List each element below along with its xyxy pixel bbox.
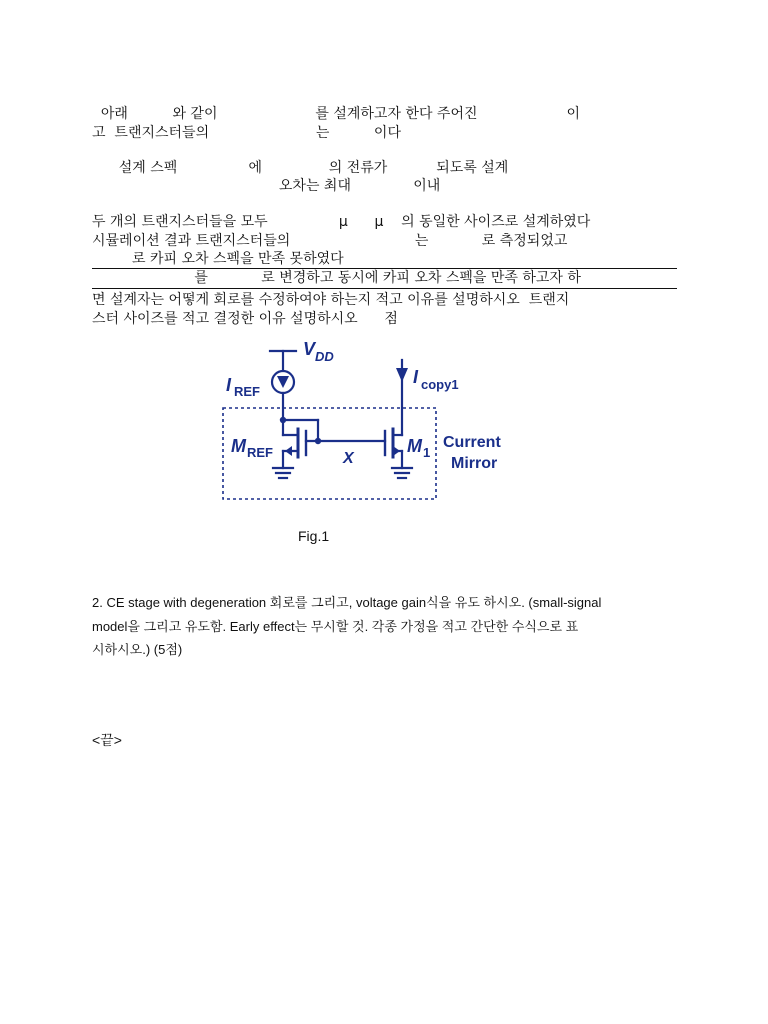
iref-subscript: REF	[234, 384, 260, 399]
copy-current-arrow-icon	[396, 368, 408, 382]
q2-line-3: 시하시오.) (5점)	[92, 642, 183, 657]
q1-line-2: 고 트랜지스터들의 는 이다	[92, 125, 401, 141]
icopy-subscript: copy1	[421, 377, 459, 392]
q1-line-7: 로 카피 오차 스펙을 만족 못하였다	[92, 251, 344, 267]
mirror-label: Mirror	[451, 455, 498, 472]
q1-line-1: 아래 와 같이 를 설계하고자 한다 주어진 이	[92, 106, 581, 122]
q2-line-1: 2. CE stage with degeneration 회로를 그리고, voltage gain식을 유도 하시오. (small-signal	[92, 595, 602, 610]
figure-caption: Fig.1	[298, 528, 330, 544]
q1-line-4: 오차는 최대 이내	[92, 178, 441, 194]
end-mark: <끝>	[92, 732, 122, 748]
q1-line-6: 시뮬레이션 결과 트랜지스터들의 는 로 측정되었고	[92, 233, 568, 249]
q1-line-5: 두 개의 트랜지스터들을 모두 μ μ 의 동일한 사이즈로 설계하였다	[92, 214, 591, 230]
icopy-label: I	[413, 367, 419, 387]
vdd-label: V	[303, 339, 316, 359]
iref-label: I	[226, 375, 232, 395]
q1-line-9: 면 설계자는 어떻게 회로를 수정하여야 하는지 적고 이유를 설명하시오 트랜지	[92, 292, 570, 308]
mref-source-arrow-icon	[285, 446, 292, 456]
vdd-subscript: DD	[315, 349, 334, 364]
x-node-label: X	[343, 450, 354, 467]
q2-line-2: model을 그리고 유도함. Early effect는 무시할 것. 각종 가정을 적고 간단한 수식으로 표	[92, 619, 579, 634]
mref-subscript: REF	[247, 445, 273, 460]
current-source-arrow-icon	[277, 376, 289, 388]
current-label: Current	[443, 434, 501, 451]
m1-label: M	[407, 436, 422, 456]
mref-label: M	[231, 436, 246, 456]
m1-source-arrow-icon	[393, 446, 400, 456]
m1-subscript: 1	[423, 445, 431, 460]
q1-line-10: 스터 사이즈를 적고 결정한 이유 설명하시오 점	[92, 311, 398, 327]
q1-line-8: 를 로 변경하고 동시에 카피 오차 스펙을 만족 하고자 하	[92, 270, 581, 286]
gate-node-dot	[315, 438, 321, 444]
q1-line-3: 설계 스펙 에 의 전류가 되도록 설계	[92, 160, 509, 176]
